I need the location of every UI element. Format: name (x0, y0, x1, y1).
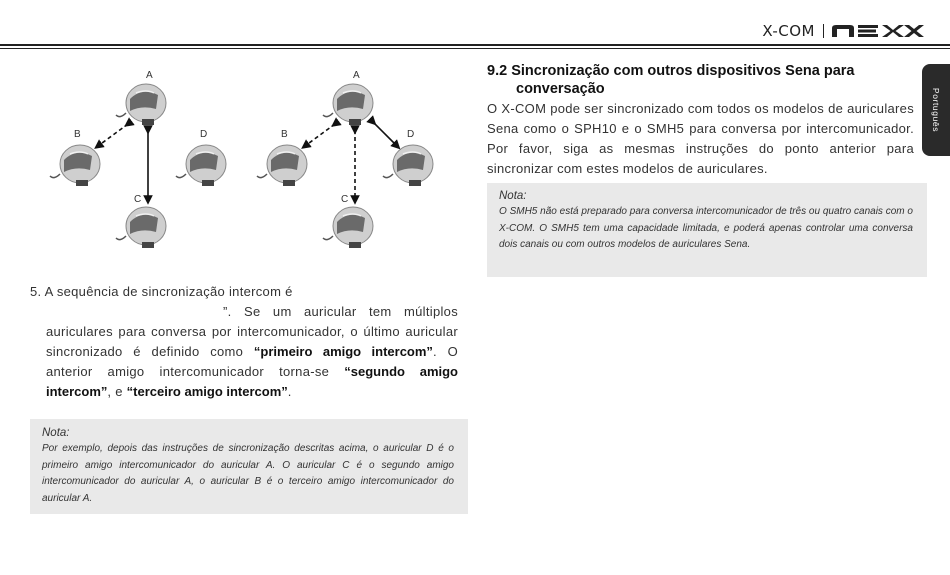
note-box-right (487, 183, 927, 277)
label-a: A (146, 70, 153, 81)
header-rule (0, 44, 950, 46)
helmet-b (50, 145, 100, 186)
link-a-b (98, 124, 128, 146)
label-b: B (74, 129, 81, 140)
note-text: Por exemplo, depois das instruções de sincronização descritas acima, o auricular D é o primeiro amigo intercomunicador do auricular A. O auricular C é o segundo amigo intercomunicador do auricular A, o auricular B é o terceiro amigo intercomunicador do auricular A. (42, 443, 454, 504)
link-a-d (373, 122, 397, 146)
note-title: Nota: (499, 190, 527, 202)
helmet-d (383, 145, 433, 186)
helmet-d (176, 145, 226, 186)
header-separator (823, 24, 824, 38)
second-friend-term: “segundo amigo intercom” (46, 364, 458, 399)
step-part-d: . (287, 384, 292, 399)
section-title-line2: conversação (516, 81, 605, 97)
step-part-c: , e (107, 384, 127, 399)
section-body: O X-COM pode ser sincronizado com todos os modelos de auriculares Sena como o SPH10 e o SMH5 para conversa por intercomunicador. Por favor, siga as mesmas instruções do ponto anterior para sincronizar com estes modelos de auriculares. (487, 101, 914, 176)
third-friend-term: “terceiro amigo intercom” (126, 384, 288, 399)
header-rule-thin (0, 48, 950, 49)
step-5 (30, 282, 458, 402)
section-heading (487, 62, 914, 98)
step-part-b: . O anterior amigo intercomunicador torna-se (46, 344, 458, 379)
note-box-left (30, 419, 468, 514)
note-title: Nota: (42, 427, 70, 439)
pairing-diagram-left (50, 66, 250, 261)
section-9-2 (487, 62, 914, 179)
step-5-first-line (30, 282, 458, 302)
language-tab (922, 64, 950, 156)
first-friend-term: “primeiro amigo intercom” (253, 344, 433, 359)
label-a: A (353, 70, 360, 81)
step-5-body (30, 302, 458, 402)
section-title-line1: Sincronização com outros dispositivos Sena para (511, 63, 855, 79)
note-text: O SMH5 não está preparado para conversa intercomunicador de três ou quatro canais com o X-COM. O SMH5 tem uma capacidade limitada, e poderá apenas controlar uma conversa dois canais ou com outros modelos de auriculares Sena. (499, 206, 913, 251)
pairing-diagram-right (257, 66, 457, 261)
label-d: D (407, 129, 415, 140)
step-part-a: ”. Se um auricular tem múltiplos auriculares para conversa por intercomunicador, o último auricular sincronizado é definido como (46, 304, 458, 359)
label-d: D (200, 129, 208, 140)
helmet-b (257, 145, 307, 186)
helmet-c (323, 207, 373, 248)
label-b: B (281, 129, 288, 140)
label-c: C (134, 194, 142, 205)
model-name: X-COM (762, 22, 815, 40)
step-line1: A sequência de sincronização intercom é (44, 284, 293, 299)
language-tab-label: Português (931, 87, 941, 133)
header-brand (762, 22, 924, 40)
helmet-c (116, 207, 166, 248)
label-c: C (341, 194, 349, 205)
helmet-a (116, 84, 166, 125)
nexx-logo (832, 24, 924, 38)
helmet-a (323, 84, 373, 125)
step-number: 5. (30, 284, 42, 299)
section-number: 9.2 (487, 63, 508, 79)
link-a-b (305, 124, 335, 146)
